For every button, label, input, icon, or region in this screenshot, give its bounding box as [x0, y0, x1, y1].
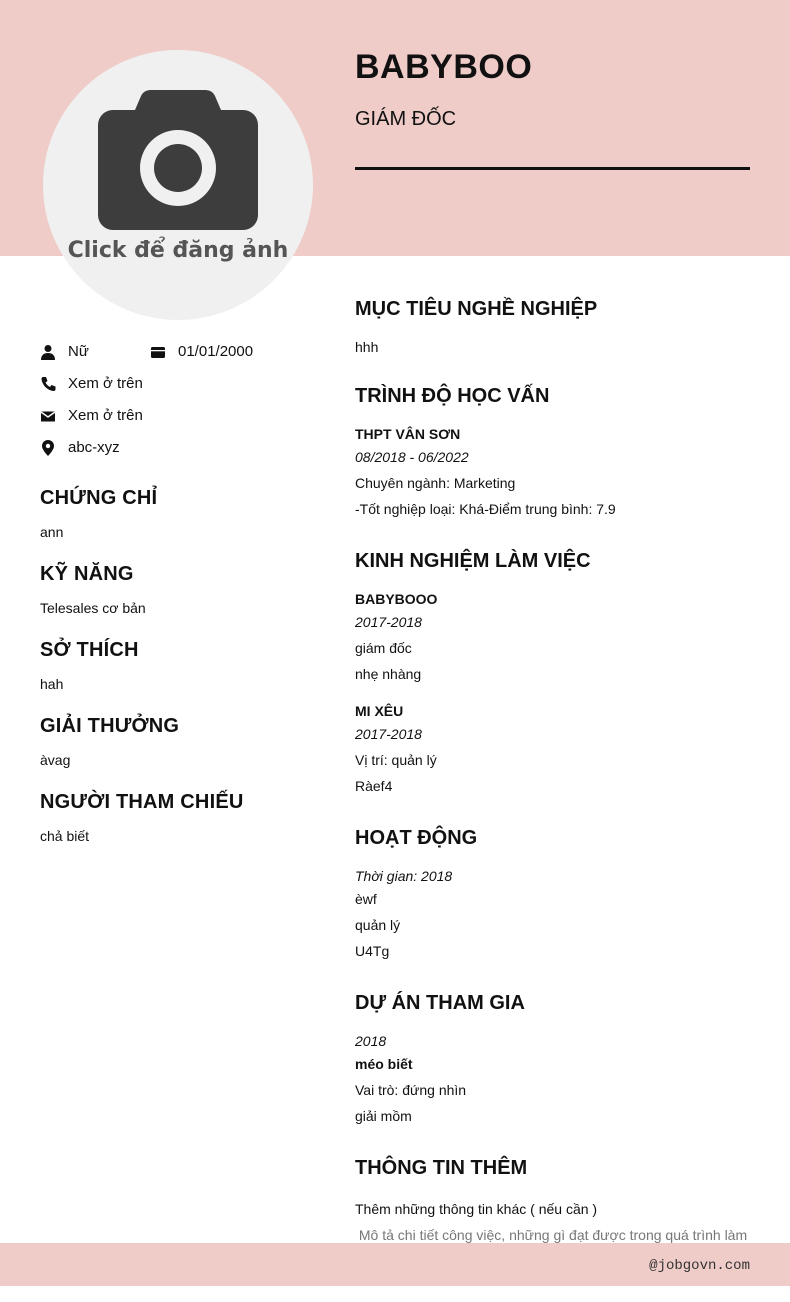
- phone-row: [40, 375, 143, 392]
- hobbies-section: [40, 639, 139, 692]
- footer-watermark: @jobgovn.com: [649, 1258, 750, 1274]
- project-role: Vai trò: đứng nhìn: [355, 1082, 467, 1098]
- job-description: Ràef4: [355, 778, 393, 794]
- job-title: GIÁM ĐỐC: [355, 108, 457, 130]
- references-section: [40, 791, 244, 844]
- calendar-icon: [150, 344, 166, 360]
- section-heading: KỸ NĂNG: [40, 563, 134, 585]
- section-heading: KINH NGHIỆM LÀM VIỆC: [355, 550, 591, 572]
- education-period: 08/2018 - 06/2022: [355, 449, 469, 465]
- section-heading: GIẢI THƯỞNG: [40, 715, 180, 737]
- photo-caption: Click để đăng ảnh: [67, 238, 289, 263]
- phone-icon: [40, 376, 56, 392]
- job-period: 2017-2018: [355, 614, 422, 630]
- extra-info-description: Mô tả chi tiết công việc, những gì đạt được trong quá trình làm: [358, 1227, 748, 1243]
- activity-line: quản lý: [355, 917, 401, 933]
- address-value: abc-xyz: [68, 439, 120, 456]
- awards-section: [40, 715, 179, 768]
- section-heading: DỰ ÁN THAM GIA: [355, 992, 525, 1014]
- job-position: Vị trí: quản lý: [355, 752, 437, 768]
- job-entry: [355, 589, 750, 687]
- section-heading: MỤC TIÊU NGHỀ NGHIỆP: [355, 298, 598, 320]
- objective-text: hhh: [355, 339, 379, 355]
- birthday-row: [150, 343, 253, 360]
- section-heading: TRÌNH ĐỘ HỌC VẤN: [355, 385, 550, 407]
- section-heading: NGƯỜI THAM CHIẾU: [40, 791, 244, 813]
- projects-section: [355, 992, 750, 1129]
- candidate-name: BABYBOO: [355, 48, 533, 86]
- avatar-upload[interactable]: [43, 50, 313, 320]
- activity-line: U4Tg: [355, 943, 390, 959]
- person-icon: [40, 344, 56, 360]
- title-divider: [355, 167, 750, 170]
- job-position: giám đốc: [355, 640, 412, 656]
- main-column: [355, 298, 750, 1302]
- job-entry: [355, 701, 750, 799]
- email-value: Xem ở trên: [68, 407, 143, 424]
- certificates-section: [40, 487, 157, 540]
- project-name: méo biết: [355, 1056, 413, 1072]
- activity-period: Thời gian: 2018: [355, 868, 453, 884]
- company-name: BABYBOOO: [355, 591, 438, 607]
- education-section: [355, 385, 750, 522]
- education-grade: -Tốt nghiệp loại: Khá-Điểm trung bình: 7.9: [355, 501, 616, 517]
- section-content: Telesales cơ bản: [40, 600, 146, 616]
- experience-section: [355, 550, 750, 799]
- job-period: 2017-2018: [355, 726, 422, 742]
- activities-section: [355, 827, 750, 964]
- phone-value: Xem ở trên: [68, 375, 143, 392]
- section-content: chả biết: [40, 828, 90, 844]
- gender-row: [40, 343, 89, 360]
- camera-icon: [98, 90, 258, 230]
- school-name: THPT VÂN SƠN: [355, 426, 461, 442]
- education-major: Chuyên ngành: Marketing: [355, 475, 516, 491]
- extra-info-line: Thêm những thông tin khác ( nếu cần ): [355, 1201, 598, 1217]
- project-description: giải mồm: [355, 1108, 412, 1124]
- gender-value: Nữ: [68, 343, 89, 360]
- section-heading: CHỨNG CHỈ: [40, 487, 158, 509]
- activity-line: èwf: [355, 891, 377, 907]
- section-content: ann: [40, 524, 64, 540]
- section-heading: SỞ THÍCH: [40, 639, 139, 661]
- skills-section: [40, 563, 146, 616]
- company-name: MI XÊU: [355, 703, 404, 719]
- address-row: [40, 439, 120, 456]
- location-pin-icon: [40, 440, 56, 456]
- section-content: àvag: [40, 752, 71, 768]
- section-heading: THÔNG TIN THÊM: [355, 1157, 528, 1179]
- email-icon: [40, 408, 56, 424]
- objective-section: [355, 298, 750, 357]
- email-row: [40, 407, 143, 424]
- project-year: 2018: [355, 1033, 387, 1049]
- section-content: hah: [40, 676, 64, 692]
- birthday-value: 01/01/2000: [178, 343, 254, 360]
- section-heading: HOẠT ĐỘNG: [355, 827, 478, 849]
- job-description: nhẹ nhàng: [355, 666, 422, 682]
